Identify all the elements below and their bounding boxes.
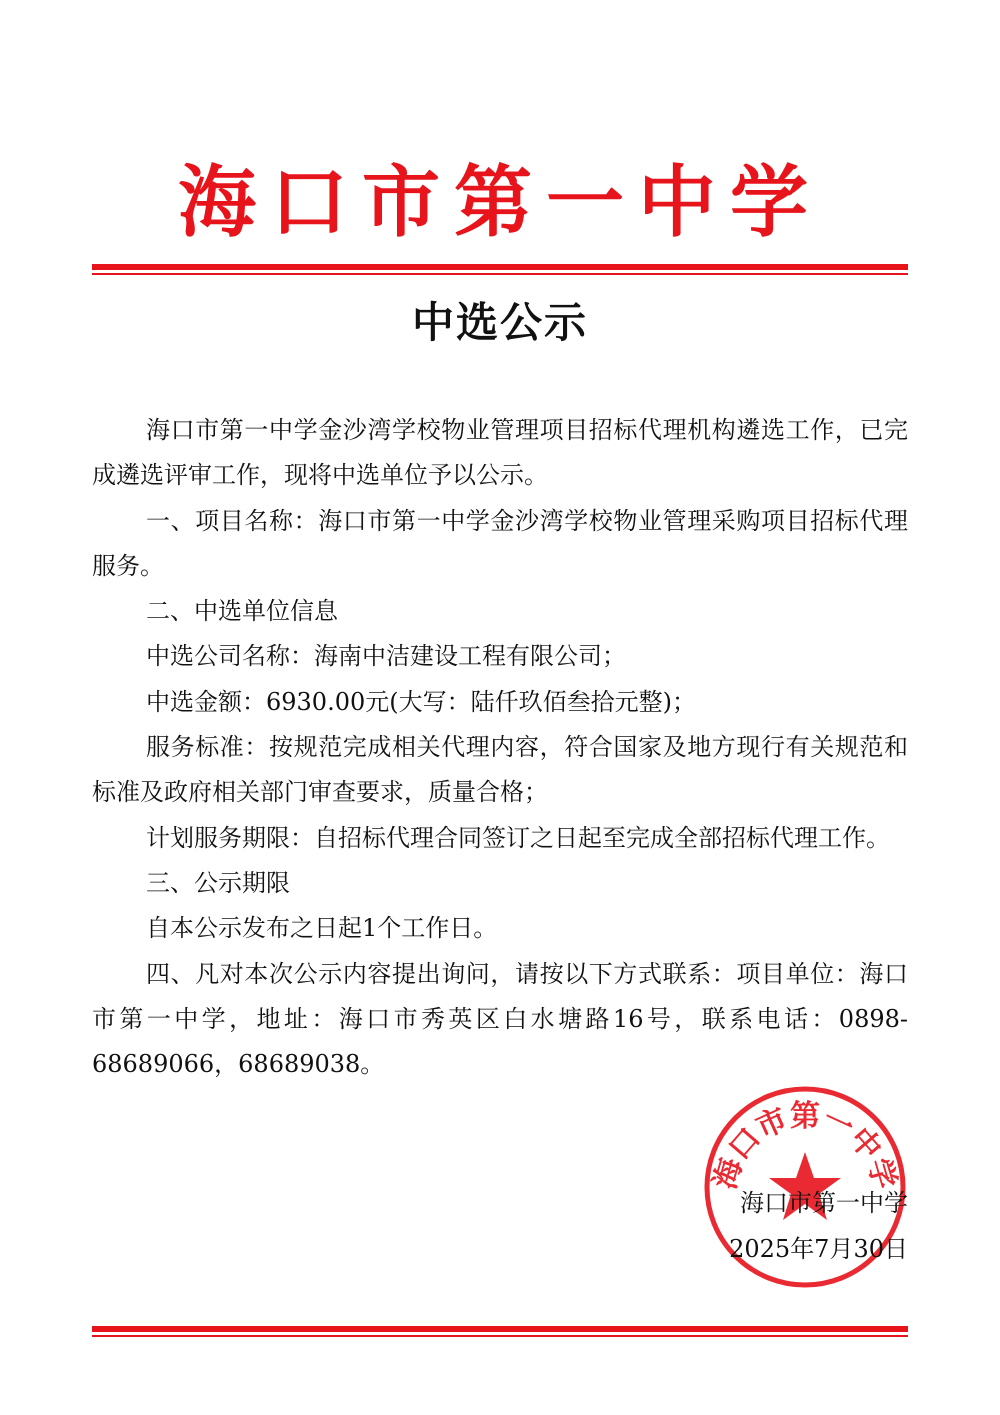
letterhead-rule-thin (92, 273, 908, 275)
letterhead-title: 海口市第一中学 (177, 157, 822, 248)
service-standard-line: 服务标准：按规范完成相关代理内容，符合国家及地方现行有关规范和标准及政府相关部门审查要求，质量合格； (92, 733, 908, 807)
document-title: 中选公示 (411, 298, 588, 347)
project-name-paragraph: 一、项目名称：海口市第一中学金沙湾学校物业管理采购项目招标代理服务。 (92, 506, 908, 580)
signature-block (729, 1180, 908, 1272)
winner-info-heading: 二、中选单位信息 (146, 597, 338, 626)
publicity-period-line: 自本公示发布之日起1个工作日。 (146, 914, 498, 943)
intro-paragraph: 海口市第一中学金沙湾学校物业管理项目招标代理机构遴选工作，已完成遴选评审工作，现将中选单位予以公示。 (92, 416, 908, 490)
letterhead-rule-thick (92, 264, 908, 270)
signature-date: 2025年7月30日 (729, 1235, 908, 1263)
contact-paragraph: 四、凡对本次公示内容提出询问，请按以下方式联系：项目单位：海口市第一中学，地址：海口市秀英区白水塘路16号，联系电话：0898-68689066，68689038。 (92, 959, 908, 1079)
service-period-line: 计划服务期限：自招标代理合同签订之日起至完成全部招标代理工作。 (146, 823, 890, 852)
seal-text: 海口市第一中学 (707, 1099, 903, 1194)
signer-org: 海口市第一中学 (740, 1189, 908, 1217)
footer-rule-thin (92, 1335, 908, 1337)
amount-line: 中选金额：6930.00元(大写：陆仟玖佰叁拾元整)； (146, 687, 696, 716)
footer-rule-thick (92, 1326, 908, 1332)
company-name-line: 中选公司名称：海南中洁建设工程有限公司； (146, 642, 626, 671)
publicity-heading: 三、公示期限 (146, 868, 290, 897)
document-body (92, 408, 908, 1087)
